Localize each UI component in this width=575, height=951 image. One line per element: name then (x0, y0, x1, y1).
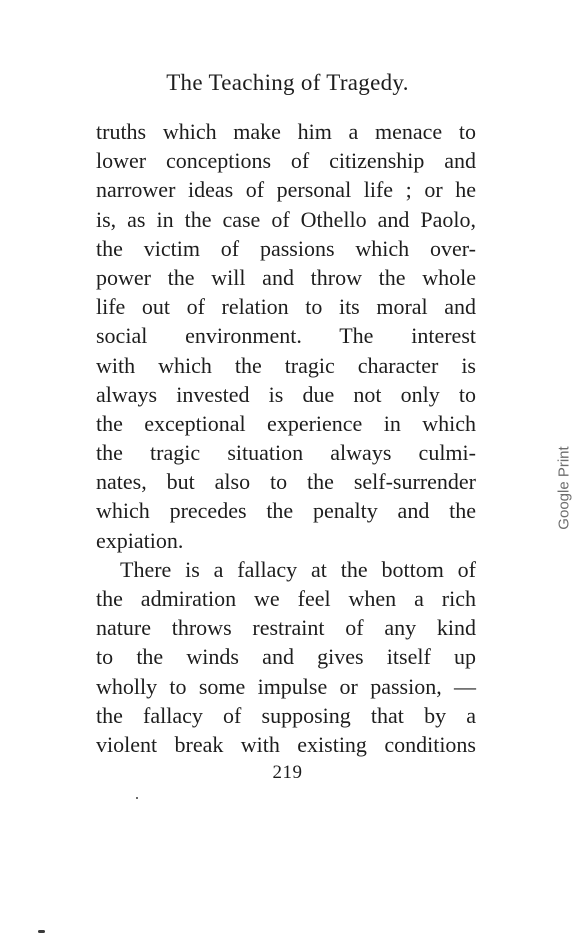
text-line: to the winds and gives itself up (96, 644, 476, 670)
text-line: with which the tragic character is (96, 352, 476, 378)
running-head: The Teaching of Tragedy. (166, 70, 409, 95)
text-line-paragraph-end: expiation. (96, 527, 184, 553)
text-line: power the will and throw the whole (96, 264, 476, 290)
text-line: always invested is due not only to (96, 381, 476, 407)
text-line: lower conceptions of citizenship and (96, 148, 476, 174)
watermark-google-print: Google Print (555, 446, 573, 530)
scan-speck (136, 797, 138, 799)
text-line: is, as in the case of Othello and Paolo, (96, 206, 476, 232)
text-line-paragraph-start: There is a fallacy at the bottom of (120, 556, 476, 582)
text-line: social environment. The interest (96, 323, 476, 349)
page-number: 219 (272, 762, 303, 783)
scan-speck (38, 930, 45, 933)
text-line: narrower ideas of personal life ; or he (96, 177, 476, 203)
text-line: violent break with existing conditions (96, 731, 476, 757)
text-line: the tragic situation always culmi- (96, 440, 476, 466)
text-line: nature throws restraint of any kind (96, 615, 476, 641)
text-line: which precedes the penalty and the (96, 498, 476, 524)
text-line: the fallacy of supposing that by a (96, 702, 476, 728)
text-line: the victim of passions which over- (96, 235, 476, 261)
text-line: nates, but also to the self-surrender (96, 469, 476, 495)
text-line: wholly to some impulse or passion, — (96, 673, 476, 699)
text-line: truths which make him a menace to (96, 119, 476, 144)
body-text (96, 117, 476, 759)
text-line: the exceptional experience in which (96, 410, 476, 436)
text-line: the admiration we feel when a rich (96, 586, 476, 611)
text-line: life out of relation to its moral and (96, 294, 476, 320)
